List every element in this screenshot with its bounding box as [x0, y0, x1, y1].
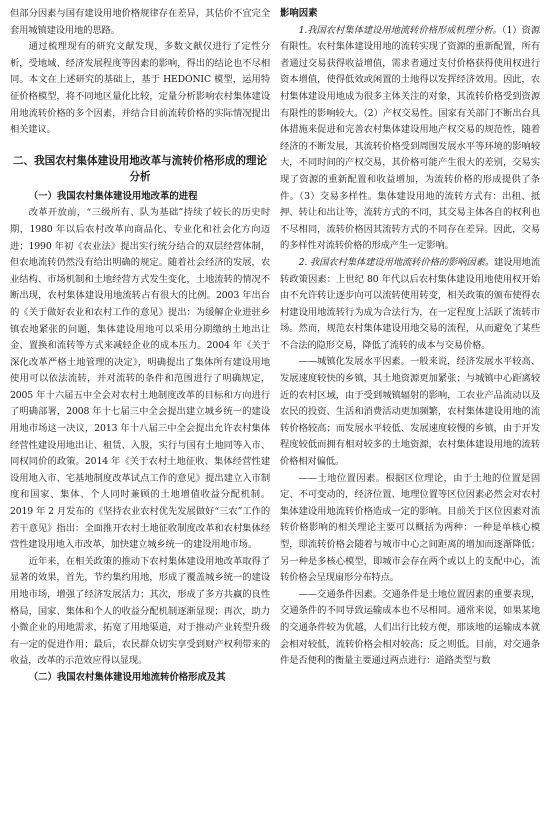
left-column — [10, 6, 270, 806]
paragraph-urbanization: ——城镇化发展水平因素。一般来说，经济发展水平较高、发展速度较快的乡镇，其土地资源更加紧张；与城镇中心距离较近的农村区域，由于受到城镇辐射的影响，工农业产品流动以及农民的投资、生活和消费活动更加频繁，农村集体建设用地的流转价格较高；而发展水平较低、发展速度较慢的乡镇，由于开发程度较低而拥有相对较多的土地资源，农村集体建设用地的流转价格相对偏低。 — [280, 356, 540, 468]
right-column — [280, 6, 540, 806]
paragraph-mechanism-body: （1）资源有限性。农村集体建设用地的流转实现了资源的重新配置，所有者通过交易获得收益增值，需求者通过支付价格获得使用权进行资本增值，使得低效或闲置的土地得以发挥经济效用。因此，农村集体建设用地成为很多主体关注的对象，其流转价格受到资源有限性的影响较大。（2）产权交易性。国家有关部门不断出台具体措施来促进和完善农村集体建设用地产权交易的规范性，随着经济的不断发展，其流转价格受到周围发展水平等环境的影响较大，不同时间的产权交易，其价格可能产生很大的差别，交易实现了资源的重新配置和收益增加，为流转价格的形成提供了条件。（3）交易多样性。集体建设用地的流转方式有：出租、抵押、转让和出让等，流转方式的不同，其交易主体各自的权利也不尽相同，流转价格因其流转方式的不同存在差异。因此，交易的多样性对流转价格的形成产生一定影响。 — [280, 24, 540, 252]
paragraph-recent: 近年来，在相关政策的推动下农村集体建设用地改革取得了显著的效果，首先，节约集约用地，形成了覆盖城乡统一的建设用地市场，增强了经济发展活力；其次，形成了多方共赢的良性格局，国家、集体和个人的收益分配机制逐渐显现；再次，助力小微企业的用地需求，拓宽了用地渠道，对于推动产业转型升级有一定的促进作用；最后，农民群众切实享受到财产权利带来的收益，改革的示范效应得以显现。 — [10, 555, 270, 667]
paragraph-traffic: ——交通条件因素。交通条件是土地位置因素的重要表现，交通条件的不同导致运输成本也不尽相同。通常来说，如果某地的交通条件较为优越，人们出行比较方便，那该地的运输成本就会相对较低，流转价格会相对较高；反之则低。目前，对交通条件是否便利的衡量主要通过两点进行：道路类型与数 — [280, 588, 540, 667]
paragraph-location: ——土地位置因素。根据区位理论，由于土地的位置是固定、不可变动的，经济位置、地理位置等区位因素必然会对农村集体建设用地流转价格造成一定的影响。目前关于区位因素对流转价格影响的相关理论主要可以概括为两种：一种是单核心模型，即流转价格会随着与城市中心之间距离的增加而逐渐降低；另一种是多核心模型，即城市会存在两个或以上的支配中心，流转价格会呈现扇形分布特点。 — [280, 472, 540, 584]
subsection-title-price-tail: 影响因素 — [280, 8, 318, 19]
subheading-mechanism: 1.我国农村集体建设用地流转价格形成机理分析。 — [298, 24, 502, 36]
paragraph-factors — [280, 255, 540, 355]
subsection-title-price: （二）我国农村集体建设用地流转价格形成及其 — [28, 671, 226, 683]
paragraph-mechanism — [280, 23, 540, 255]
paragraph-intro-tail: 但部分因素与国有建设用地价格规律存在差异，其估价不宜完全套用城镇建设用地的思路。 — [10, 8, 270, 36]
subsection-title-reform: （一）我国农村集体建设用地改革的进程 — [28, 190, 198, 202]
paragraph-factors-body: 建设用地流转政策因素：上世纪 80 年代以后农村集体建设用地使用权开始由不允许转让逐步向可以流转使用转变，相关政策的颁布使得农村建设用地流转行为成为合法行为，在一定程度上活跃了流转市场。然而，规范农村集体建设用地交易的流程，从而避免了某些不合法的隐形交易，降低了流转的成本与交易价格。 — [280, 256, 540, 351]
paragraph-reform: 改革开放前，“三级所有、队为基础”持续了较长的历史时期，1980 年以后农村改革向商品化、专业化和社会化方向迈进；1990 年初《农业法》提出实行统分结合的双层经营体制，但农地流转仍然没有给出明确的规定。随着社会经济的发展，农业结构、市场机制和土地经营方式发生变化，土地流转的情况不断出现，农村集体建设用地流转占有很大的比例。2003 年出台的《关于做好农业和农村工作的意见》提出：为缓解企业进驻乡镇农地紧张的问题，集体建设用地可以采用分期缴纳土地出让金、置换和流转等方式来减轻企业的成本压力。2004 年《关于深化改革严格土地管理的决定》，明确提出了集体所有建设用地使用可以依法流转，并对流转的条件和范围进行了明确规定，2005 年十六届五中全会对农村土地制度改革的目标和方向进行了明确部署，2008 年十七届三中全会提出建立城乡统一的建设用地市场这一决议，2013 年十八届三中全会提出允许农村集体经营性建设用地出让、租赁、入股，实行与国有土地同等入市、同权同价的政策。2014 年《关于农村土地征收、集体经营性建设用地入市、宅基地制度改革试点工作的意见》提出建立入市制度和国家、集体、个人同时兼顾的土地增值收益分配机制。2019 年 2 月发布的《坚持农业农村优先发展做好“三农”工作的若干意见》指出：全面推开农村土地征收制度改革和农村集体经营性建设用地入市改革，加快建立城乡统一的建设用地市场。 — [10, 207, 270, 551]
section-title: 二、我国农村集体建设用地改革与流转价格形成的理论分析 — [12, 154, 268, 183]
subheading-factors: 2. 我国农村集体建设用地流转价格的影响因素。 — [298, 256, 495, 268]
paragraph-summary: 通过梳理现有的研究文献发现，多数文献仅进行了定性分析，受地域、经济发展程度等因素的影响，得出的结论也不尽相同。本文在上述研究的基础上，基于 HEDONIC 模型，运用特征价格模型，将不同地区量化比较，定量分析影响农村集体建设用地流转价格的多个因素，并结合目前流转价格的实际情况提出相关建议。 — [10, 41, 270, 136]
